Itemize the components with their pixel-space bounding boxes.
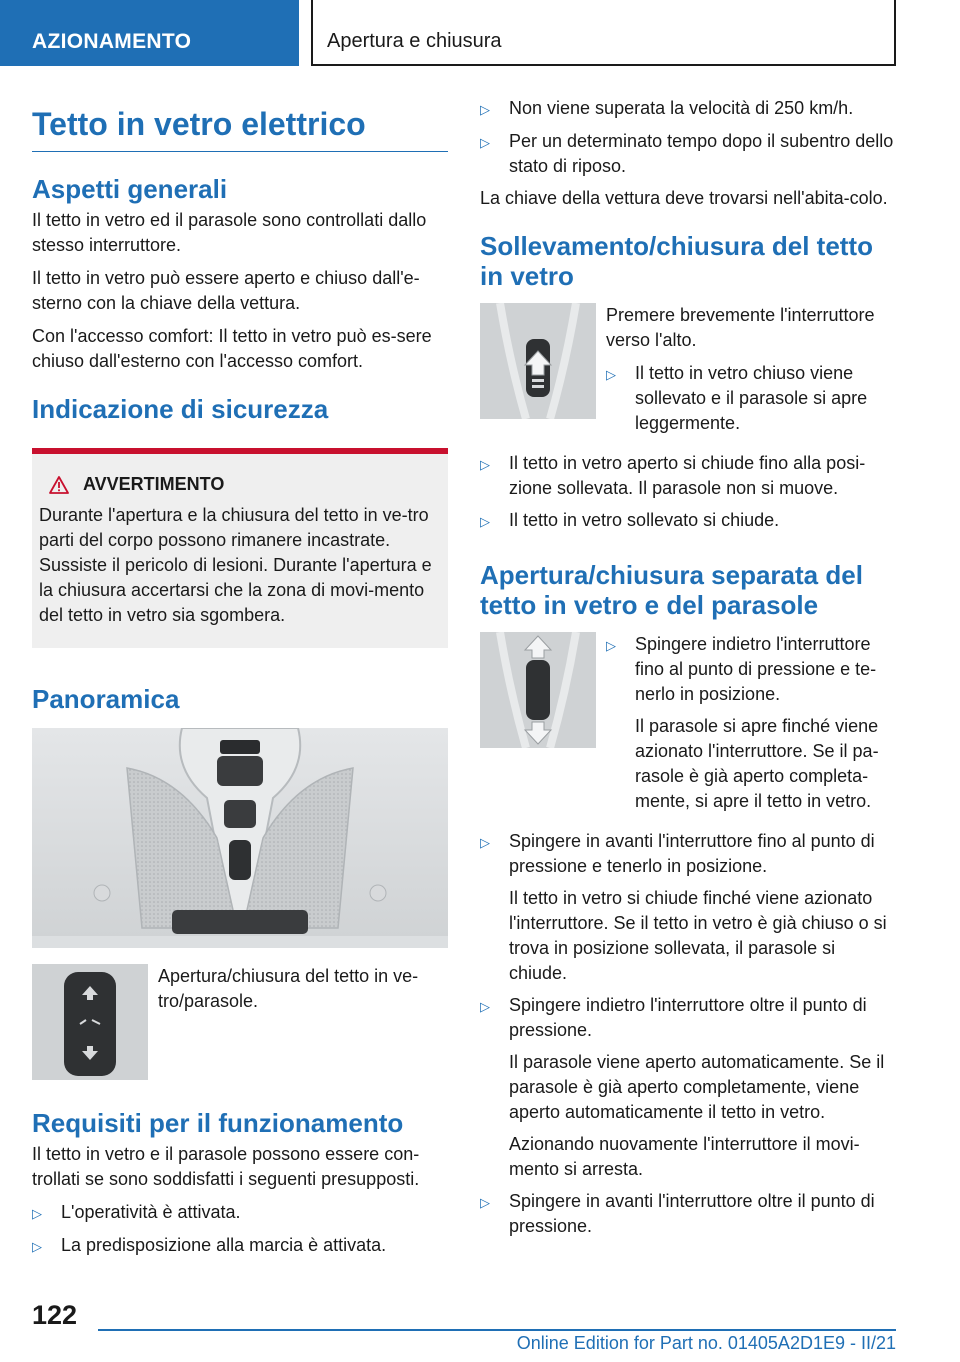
warning-triangle-icon	[49, 476, 69, 494]
triangle-bullet-icon: ▷	[480, 999, 490, 1014]
list-item: ▷ L'operatività è attivata.	[32, 1200, 448, 1226]
triangle-bullet-icon: ▷	[32, 1206, 42, 1221]
switch-caption: Apertura/chiusura del tetto in ve-tro/parasole.	[158, 966, 419, 1011]
page-title: Tetto in vetro elettrico	[32, 106, 448, 152]
edition-note: Online Edition for Part no. 01405A2D1E9 - II/21	[516, 1333, 896, 1353]
list-item: ▷ Spingere indietro l'interruttore fino al punto di pressione e te-nerlo in posizione.	[606, 632, 896, 707]
triangle-bullet-icon: ▷	[32, 1239, 42, 1254]
list-item: ▷ Il tetto in vetro sollevato si chiude.	[480, 508, 896, 534]
triangle-bullet-icon: ▷	[480, 1195, 490, 1210]
list-item: ▷ Spingere indietro l'interruttore oltre il punto di pressione.	[480, 993, 896, 1043]
general-paragraph-1: Il tetto in vetro ed il parasole sono controllati dallo stesso interruttore.	[32, 210, 427, 255]
triangle-bullet-icon: ▷	[480, 135, 490, 150]
list-item: ▷ Spingere in avanti l'interruttore oltre il punto di pressione.	[480, 1189, 896, 1239]
triangle-bullet-icon: ▷	[480, 102, 490, 117]
separate-figure	[480, 632, 896, 821]
left-column	[32, 96, 448, 1266]
list-item: ▷ Non viene superata la velocità di 250 km/h.	[480, 96, 896, 122]
heading-requirements: Requisiti per il funzionamento	[32, 1108, 404, 1138]
heading-raise: Sollevamento/chiusura del tetto in vetro	[480, 231, 873, 291]
heading-safety: Indicazione di sicurezza	[32, 394, 329, 424]
sub-paragraph: Il tetto in vetro si chiude finché viene azionato l'interruttore. Se il tetto in vetro è già chiuso o si trova in posizione sollevata, il parasole si chiude.	[509, 888, 887, 983]
triangle-bullet-icon: ▷	[480, 835, 490, 850]
triangle-bullet-icon: ▷	[606, 638, 616, 653]
triangle-bullet-icon: ▷	[480, 457, 490, 472]
page-header	[0, 0, 960, 66]
raise-switch-image	[480, 303, 596, 419]
list-item: ▷ La predisposizione alla marcia è attivata.	[32, 1233, 448, 1259]
sub-paragraph: Il parasole si apre finché viene azionato l'interruttore. Se il pa-rasole è già aperto completa-mente, si apre il tetto in vetro.	[635, 716, 879, 811]
overview-image	[32, 728, 448, 948]
heading-general: Aspetti generali	[32, 174, 228, 204]
footer-divider	[98, 1329, 896, 1331]
sub-paragraph: Azionando nuovamente l'interruttore il movi-mento si arresta.	[509, 1134, 860, 1179]
triangle-bullet-icon: ▷	[606, 367, 616, 382]
warning-title	[49, 474, 440, 495]
list-item: ▷ Il tetto in vetro chiuso viene sollevato e il parasole si apre leggermente.	[606, 361, 896, 436]
switch-figure	[32, 964, 448, 1080]
triangle-bullet-icon: ▷	[480, 514, 490, 529]
chapter-title: Apertura e chiusura	[311, 0, 896, 66]
right-column	[480, 96, 896, 1246]
separate-switch-image	[480, 632, 596, 748]
list-item: ▷ Spingere in avanti l'interruttore fino al punto di pressione e tenerlo in posizione.	[480, 829, 896, 879]
list-item: ▷ Per un determinato tempo dopo il subentro dello stato di riposo.	[480, 129, 896, 179]
warning-text: Durante l'apertura e la chiusura del tetto in ve-tro parti del corpo possono rimanere incastrate. Sussiste il pericolo di lesioni. Durante l'apertura e la chiusura accertarsi che la zona di movi-mento del tetto in vetro sia sgombera.	[39, 505, 432, 625]
key-text: La chiave della vettura deve trovarsi nell'abita-colo.	[480, 188, 888, 208]
requirements-text: Il tetto in vetro e il parasole possono essere con-trollati se sono soddisfatti i seguenti presupposti.	[32, 1144, 420, 1189]
list-item: ▷ Il tetto in vetro aperto si chiude fino alla posi-zione sollevata. Il parasole non si muove.	[480, 451, 896, 501]
heading-separate: Apertura/chiusura separata del tetto in vetro e del parasole	[480, 560, 863, 620]
warning-box	[32, 448, 448, 648]
sub-paragraph: Il parasole viene aperto automaticamente. Se il parasole è già aperto completamente, viene aperto automaticamente il tetto in vetro.	[509, 1052, 885, 1122]
warning-title-text: AVVERTIMENTO	[83, 474, 225, 494]
general-paragraph-2: Il tetto in vetro può essere aperto e chiuso dall'e-sterno con la chiave della vettura.	[32, 268, 420, 313]
heading-overview: Panoramica	[32, 684, 180, 714]
page-number: 122	[32, 1300, 78, 1330]
general-paragraph-3: Con l'accesso comfort: Il tetto in vetro può es-sere chiuso dall'esterno con l'accesso comfort.	[32, 326, 432, 371]
switch-image	[32, 964, 148, 1080]
raise-intro: Premere brevemente l'interruttore verso l'alto.	[606, 305, 875, 350]
section-tab: AZIONAMENTO	[0, 0, 299, 66]
raise-figure	[480, 303, 896, 443]
